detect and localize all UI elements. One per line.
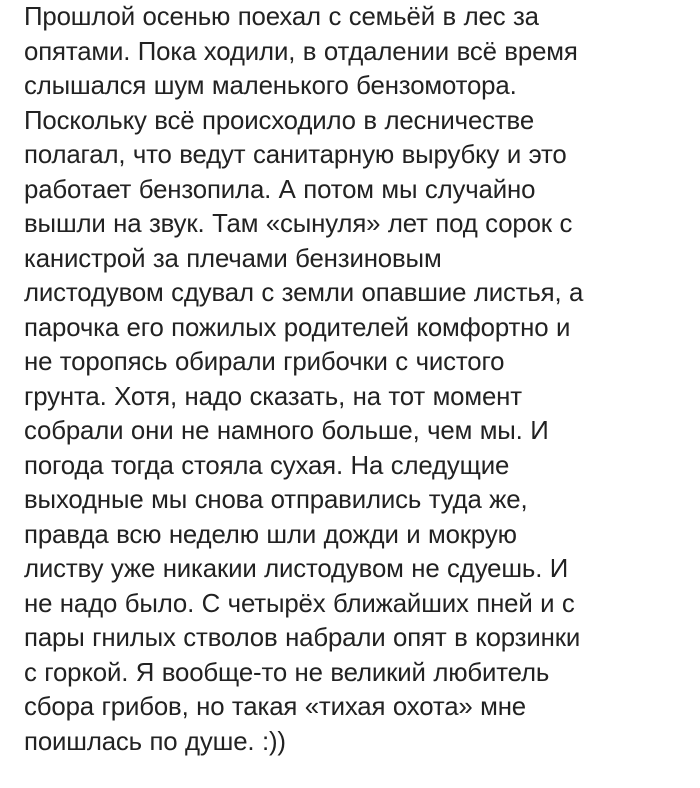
post-line: Прошлой осенью поехал с семьёй в лес за (24, 3, 539, 31)
post-line: поишлась по душе. :)) (24, 727, 286, 756)
post-line: сбора грибов, но такая «тихая охота» мне (24, 693, 527, 721)
post-line: правда всю неделю шли дожди и мокрую (24, 520, 517, 549)
post-line: парочка его пожилых родителей комфортно и (24, 313, 571, 342)
post-line: не торопясь обирали грибочки с чистого (24, 348, 505, 376)
post-line: Поскольку всё происходило в лесничестве (24, 106, 535, 135)
post-line: вышли на звук. Там «сынуля» лет под сорок с (24, 210, 573, 238)
post-line: листодувом сдувал с земли опавшие листья, а (24, 279, 584, 307)
post-line: полагал, что ведут санитарную вырубку и это (24, 141, 567, 169)
post-line: грунта. Хотя, надо сказать, на тот момент (24, 382, 522, 411)
post-line: листву уже никакии листодувом не сдуешь. И (24, 555, 569, 583)
post-line: слышался шум маленького бензомотора. (24, 72, 517, 100)
post-line: канистрой за плечами бензиновым (24, 244, 442, 273)
post-line: погода тогда стояла сухая. На следущие (24, 451, 510, 480)
post-line: опятами. Пока ходили, в отдалении всё время (24, 37, 578, 66)
post-text (24, 0, 690, 759)
post-line: собрали они не намного больше, чем мы. И (24, 417, 549, 445)
post-line: выходные мы снова отправились туда же, (24, 486, 528, 514)
post-line: работает бензопила. А потом мы случайно (24, 175, 536, 204)
post-line: с горкой. Я вообще-то не великий любитель (24, 658, 550, 687)
post-line: пары гнилых стволов набрали опят в корзинки (24, 624, 581, 652)
post-line: не надо было. С четырёх ближайших пней и с (24, 589, 575, 618)
